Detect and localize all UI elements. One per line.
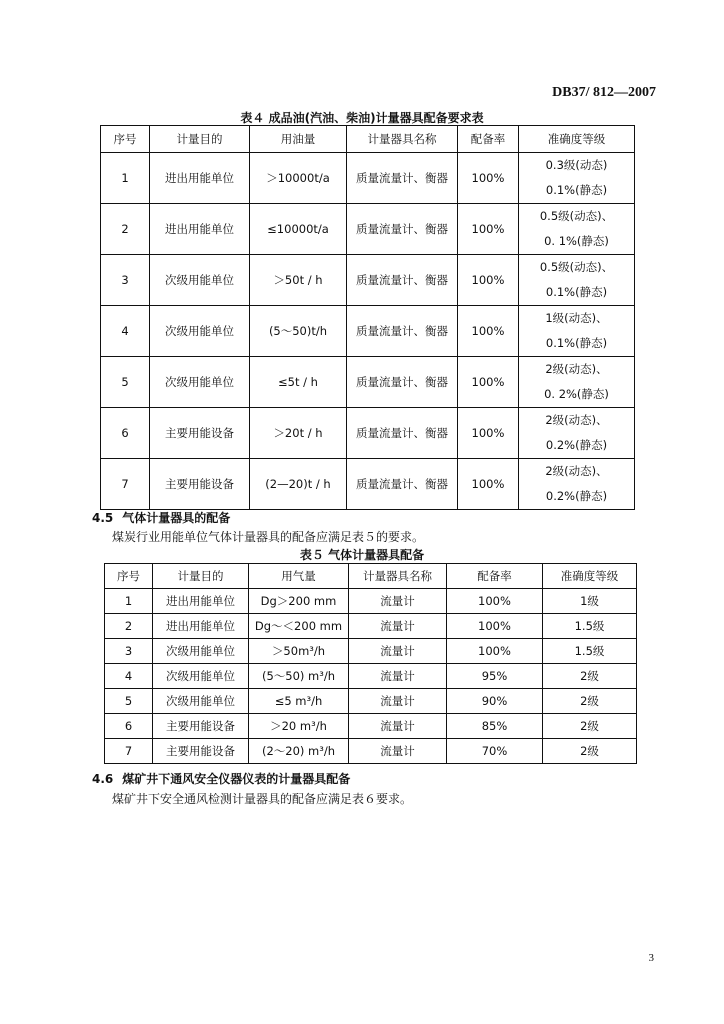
table-cell: (5～50)t/h	[250, 306, 347, 357]
table-cell: 100%	[458, 255, 519, 306]
table4-caption: 表４ 成品油(汽油、柴油)计量器具配备要求表	[240, 111, 484, 125]
table-cell: 次级用能单位	[153, 664, 249, 689]
table-cell: 主要用能设备	[153, 739, 249, 764]
accuracy-static: 0.1%(静态)	[545, 285, 608, 299]
table5-header-cell: 序号	[105, 564, 153, 589]
document-code: DB37/ 812—2007	[552, 85, 656, 100]
table-cell: 进出用能单位	[153, 589, 249, 614]
accuracy-static: 0. 1%(静态)	[544, 234, 609, 248]
table5-header-cell: 计量目的	[153, 564, 249, 589]
table-cell: 100%	[447, 614, 543, 639]
table-cell: 100%	[458, 357, 519, 408]
table-cell: 次级用能单位	[150, 306, 250, 357]
accuracy-cell	[519, 204, 635, 255]
table-row	[105, 689, 637, 714]
accuracy-dynamic: 2级(动态)、	[545, 362, 608, 376]
table-cell: Dg～＜200 mm	[249, 614, 349, 639]
table-cell: 次级用能单位	[153, 639, 249, 664]
section-number: 4.6	[92, 772, 114, 786]
table-row	[101, 204, 635, 255]
table-cell: 流量计	[349, 664, 447, 689]
table-cell: 100%	[458, 459, 519, 510]
table-cell: ＞10000t/a	[250, 153, 347, 204]
table-cell: 进出用能单位	[150, 204, 250, 255]
accuracy-dynamic: 0.3级(动态)	[545, 158, 608, 172]
table-cell: 2级	[543, 739, 637, 764]
table-cell: 100%	[458, 306, 519, 357]
table-row	[101, 255, 635, 306]
table-row	[105, 664, 637, 689]
table-cell: 质量流量计、衡器	[347, 204, 458, 255]
table-row	[105, 589, 637, 614]
accuracy-cell	[519, 306, 635, 357]
table-cell: ＞20t / h	[250, 408, 347, 459]
accuracy-cell	[519, 255, 635, 306]
table-cell: 90%	[447, 689, 543, 714]
table-cell: 1级	[543, 589, 637, 614]
table-row	[101, 306, 635, 357]
table-cell: 2级	[543, 714, 637, 739]
table5-header-cell: 用气量	[249, 564, 349, 589]
table-cell: (2～20) m³/h	[249, 739, 349, 764]
table-cell: 进出用能单位	[153, 614, 249, 639]
table-cell: 2级	[543, 689, 637, 714]
section-4-6-text: 煤矿井下安全通风检测计量器具的配备应满足表６要求。	[112, 792, 413, 806]
table-cell: ≤10000t/a	[250, 204, 347, 255]
table-cell: 质量流量计、衡器	[347, 153, 458, 204]
table-cell: (5～50) m³/h	[249, 664, 349, 689]
table5-header-row	[105, 564, 637, 589]
table-cell: 2	[105, 614, 153, 639]
accuracy-static: 0. 2%(静态)	[544, 387, 609, 401]
table-row	[105, 614, 637, 639]
table4-header-cell: 序号	[101, 126, 150, 153]
table4-header-cell: 用油量	[250, 126, 347, 153]
table4-header-cell: 计量目的	[150, 126, 250, 153]
table-cell: 进出用能单位	[150, 153, 250, 204]
table-cell: 1.5级	[543, 639, 637, 664]
table-cell: 流量计	[349, 639, 447, 664]
table-cell: 流量计	[349, 739, 447, 764]
table4-header-cell: 配备率	[458, 126, 519, 153]
table-cell: 6	[105, 714, 153, 739]
table-cell: 1	[105, 589, 153, 614]
table-row	[101, 357, 635, 408]
table-cell: 1.5级	[543, 614, 637, 639]
accuracy-cell	[519, 153, 635, 204]
table5-header-cell: 配备率	[447, 564, 543, 589]
accuracy-static: 0.2%(静态)	[545, 489, 608, 503]
table-cell: 70%	[447, 739, 543, 764]
table-cell: 5	[101, 357, 150, 408]
table4-header-cell: 计量器具名称	[347, 126, 458, 153]
table-row	[101, 459, 635, 510]
accuracy-dynamic: 2级(动态)、	[545, 464, 608, 478]
accuracy-dynamic: 1级(动态)、	[545, 311, 608, 325]
table-cell: 100%	[458, 408, 519, 459]
table-row	[105, 714, 637, 739]
table-cell: 4	[101, 306, 150, 357]
table-row	[101, 408, 635, 459]
section-4-5-heading	[92, 509, 230, 526]
table-cell: 主要用能设备	[153, 714, 249, 739]
table-cell: (2—20)t / h	[250, 459, 347, 510]
table-cell: 5	[105, 689, 153, 714]
accuracy-cell	[519, 459, 635, 510]
accuracy-dynamic: 2级(动态)、	[545, 413, 608, 427]
table5-header-cell: 准确度等级	[543, 564, 637, 589]
table-row	[105, 739, 637, 764]
table-cell: 3	[105, 639, 153, 664]
accuracy-static: 0.1%(静态)	[545, 183, 608, 197]
table-cell: 1	[101, 153, 150, 204]
table-cell: ＞50m³/h	[249, 639, 349, 664]
table-cell: 质量流量计、衡器	[347, 255, 458, 306]
table4-header-row	[101, 126, 635, 153]
table-cell: 质量流量计、衡器	[347, 306, 458, 357]
table-cell: 流量计	[349, 689, 447, 714]
accuracy-dynamic: 0.5级(动态)、	[539, 209, 614, 223]
table-cell: 2	[101, 204, 150, 255]
table-cell: 主要用能设备	[150, 459, 250, 510]
table-cell: 质量流量计、衡器	[347, 357, 458, 408]
table-cell: Dg＞200 mm	[249, 589, 349, 614]
table-cell: 次级用能单位	[150, 357, 250, 408]
table5-header-cell: 计量器具名称	[349, 564, 447, 589]
table-cell: 7	[105, 739, 153, 764]
table-cell: 100%	[447, 639, 543, 664]
table-cell: ＞50t / h	[250, 255, 347, 306]
table-cell: 质量流量计、衡器	[347, 408, 458, 459]
table5-caption: 表５ 气体计量器具配备	[299, 548, 425, 562]
table-cell: 3	[101, 255, 150, 306]
table-cell: 次级用能单位	[153, 689, 249, 714]
page-number: 3	[648, 952, 654, 964]
table-row	[105, 639, 637, 664]
table-cell: ≤5t / h	[250, 357, 347, 408]
table4	[100, 125, 635, 510]
table-cell: 质量流量计、衡器	[347, 459, 458, 510]
table5	[104, 563, 637, 764]
table-cell: 100%	[458, 153, 519, 204]
table-cell: 次级用能单位	[150, 255, 250, 306]
table-cell: 2级	[543, 664, 637, 689]
table-cell: 7	[101, 459, 150, 510]
section-title: 煤矿井下通风安全仪器仪表的计量器具配备	[122, 772, 351, 786]
section-number: 4.5	[92, 511, 114, 525]
accuracy-static: 0.1%(静态)	[545, 336, 608, 350]
table-cell: 主要用能设备	[150, 408, 250, 459]
table-cell: 流量计	[349, 714, 447, 739]
accuracy-static: 0.2%(静态)	[545, 438, 608, 452]
table-cell: 4	[105, 664, 153, 689]
table-cell: ≤5 m³/h	[249, 689, 349, 714]
accuracy-cell	[519, 357, 635, 408]
accuracy-cell	[519, 408, 635, 459]
section-4-5-text: 煤炭行业用能单位气体计量器具的配备应满足表５的要求。	[112, 530, 425, 544]
table-cell: 100%	[447, 589, 543, 614]
accuracy-dynamic: 0.5级(动态)、	[539, 260, 614, 274]
section-title: 气体计量器具的配备	[122, 511, 231, 525]
section-4-6-heading	[92, 770, 350, 787]
table-cell: 流量计	[349, 614, 447, 639]
table-cell: 95%	[447, 664, 543, 689]
table-cell: ＞20 m³/h	[249, 714, 349, 739]
table-cell: 流量计	[349, 589, 447, 614]
table-cell: 100%	[458, 204, 519, 255]
table-cell: 6	[101, 408, 150, 459]
table4-header-cell: 准确度等级	[519, 126, 635, 153]
table-row	[101, 153, 635, 204]
table-cell: 85%	[447, 714, 543, 739]
